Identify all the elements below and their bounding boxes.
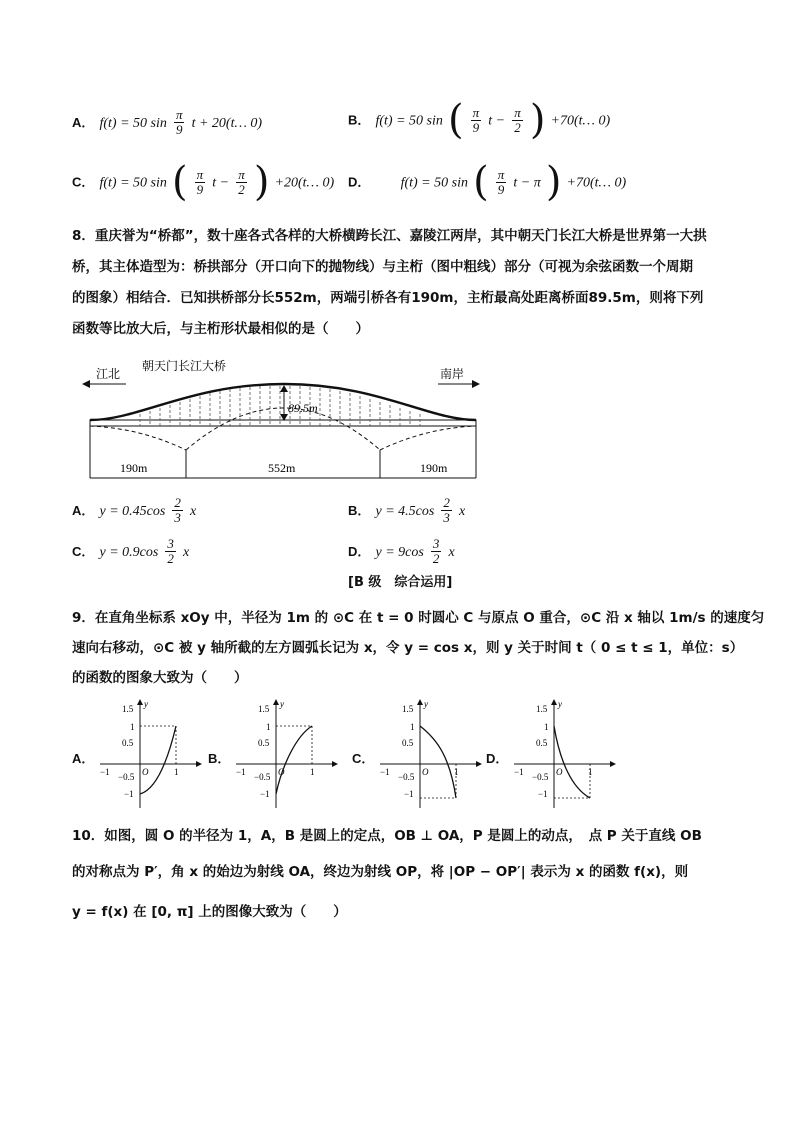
option-tail: +70(t… 0) bbox=[566, 175, 627, 191]
bank-label-right: 南岸 bbox=[440, 367, 465, 381]
y-axis-label: y bbox=[424, 699, 428, 709]
tick-neg-1: −1 bbox=[260, 789, 270, 799]
fraction bbox=[236, 168, 247, 197]
tick-0-5: 0.5 bbox=[122, 738, 134, 748]
tick-0-5: 0.5 bbox=[536, 738, 548, 748]
y-axis-label: y bbox=[144, 699, 148, 709]
option-expr: f(t) = 50 sin bbox=[375, 113, 443, 129]
option-var: x bbox=[190, 504, 197, 519]
q7-option-c bbox=[72, 159, 335, 205]
tick-x-neg-1: −1 bbox=[514, 767, 524, 777]
tick-neg-1: −1 bbox=[124, 789, 134, 799]
option-tail: +20(t… 0) bbox=[274, 175, 335, 191]
denominator: 9 bbox=[175, 122, 183, 137]
denominator: 3 bbox=[443, 510, 450, 525]
tick-neg-1: −1 bbox=[404, 789, 414, 799]
tick-x-1: 1 bbox=[454, 767, 459, 777]
tick-1-5: 1.5 bbox=[258, 704, 270, 714]
side-arch-left bbox=[90, 426, 186, 450]
tick-neg-0-5: −0.5 bbox=[398, 772, 415, 782]
paren: ) bbox=[545, 159, 562, 205]
numerator: π bbox=[196, 166, 204, 182]
q10-line-3: y = f(x) 在 [0, π] 上的图像大致为（ ） bbox=[72, 904, 347, 920]
tick-0-5: 0.5 bbox=[402, 738, 414, 748]
bridge-figure bbox=[80, 354, 490, 484]
option-label: C． bbox=[72, 174, 95, 190]
q7-option-d bbox=[348, 159, 627, 205]
option-var: x bbox=[459, 504, 466, 519]
numerator: 3 bbox=[167, 536, 174, 551]
q9-graph-b bbox=[230, 696, 340, 812]
denominator: 9 bbox=[196, 181, 204, 197]
arrow-right-icon bbox=[438, 380, 480, 388]
denominator: 9 bbox=[497, 181, 505, 197]
fraction bbox=[441, 496, 452, 525]
origin-label: O bbox=[556, 767, 563, 777]
y-axis-label: y bbox=[558, 699, 562, 709]
tick-1: 1 bbox=[130, 722, 135, 732]
q8-line-4: 函数等比放大后，与主桁形状最相似的是（ ） bbox=[72, 321, 369, 337]
tick-0-5: 0.5 bbox=[258, 738, 270, 748]
q9-graph-d bbox=[508, 696, 618, 812]
option-tail: +70(t… 0) bbox=[550, 113, 611, 129]
q9-graph-label-b: B． bbox=[208, 751, 231, 766]
q8-line-1: 8．重庆誉为“桥都”，数十座各式各样的大桥横跨长江、嘉陵江两岸，其中朝天门长江大桥是世界第一大拱 bbox=[72, 228, 707, 244]
option-label: B． bbox=[348, 112, 371, 128]
origin-label: O bbox=[278, 767, 285, 777]
denominator: 2 bbox=[238, 181, 245, 197]
numerator: π bbox=[238, 166, 245, 182]
q9-line-1: 9．在直角坐标系 xOy 中，半径为 1m 的 ⊙C 在 t = 0 时圆心 C 与原点 O 重合，⊙C 沿 x 轴以 1m/s 的速度匀 bbox=[72, 610, 765, 626]
numerator: 2 bbox=[443, 495, 450, 510]
option-expr: y = 0.45cos bbox=[99, 504, 166, 519]
numerator: π bbox=[497, 166, 505, 182]
segment-label-right: 190m bbox=[420, 461, 448, 475]
numerator: π bbox=[514, 104, 521, 120]
fraction bbox=[195, 168, 206, 197]
tick-1: 1 bbox=[266, 722, 271, 732]
option-expr: y = 9cos bbox=[375, 545, 424, 560]
tick-x-neg-1: −1 bbox=[380, 767, 390, 777]
tick-x-1: 1 bbox=[588, 767, 593, 777]
paren: ( bbox=[473, 159, 489, 205]
q9-graph-label-c: C． bbox=[352, 751, 375, 766]
option-var: x bbox=[183, 545, 190, 560]
section-heading: [B 级 综合运用] bbox=[348, 575, 453, 590]
q9-graph-label-d: D． bbox=[486, 751, 509, 766]
option-label: A． bbox=[72, 115, 95, 130]
q10-line-2: 的对称点为 P′，角 x 的始边为射线 OA，终边为射线 OP，将 |OP − OP′| 表示为 x 的函数 f(x)，则 bbox=[72, 864, 689, 880]
q8-option-d bbox=[348, 537, 455, 566]
tick-neg-1: −1 bbox=[538, 789, 548, 799]
bank-label-left: 江北 bbox=[96, 367, 121, 381]
fraction bbox=[512, 106, 523, 135]
q9-line-3: 的函数的图象大致为（ ） bbox=[72, 670, 248, 686]
numerator: 3 bbox=[432, 536, 440, 551]
q9-line-2: 速向右移动，⊙C 被 y 轴所截的左方圆弧长记为 x，令 y = cos x，则 y 关于时间 t（ 0 ≤ t ≤ 1，单位：s） bbox=[72, 640, 744, 656]
option-expr: y = 4.5cos bbox=[375, 504, 435, 519]
fraction bbox=[471, 106, 482, 135]
tick-neg-0-5: −0.5 bbox=[254, 772, 271, 782]
side-arch-right bbox=[380, 426, 476, 450]
option-mid: t − bbox=[488, 113, 506, 129]
segment-label-left: 190m bbox=[120, 461, 148, 475]
q8-line-3: 的图象）相结合．已知拱桥部分长552m，两端引桥各有190m，主桁最高处距离桥面89.5m，则将下列 bbox=[72, 290, 704, 306]
tick-1: 1 bbox=[410, 722, 415, 732]
tick-x-neg-1: −1 bbox=[100, 767, 110, 777]
option-var: x bbox=[448, 545, 455, 560]
option-label: A． bbox=[72, 503, 95, 518]
fraction bbox=[172, 496, 183, 525]
tick-1: 1 bbox=[544, 722, 549, 732]
y-axis-label: y bbox=[280, 699, 284, 709]
fraction bbox=[431, 537, 442, 566]
tick-neg-0-5: −0.5 bbox=[532, 772, 549, 782]
origin-label: O bbox=[422, 767, 429, 777]
denominator: 2 bbox=[167, 551, 174, 566]
option-expr: f(t) = 50 sin bbox=[99, 175, 167, 191]
option-expr: y = 0.9cos bbox=[99, 545, 159, 560]
tick-x-1: 1 bbox=[174, 767, 179, 777]
denominator: 3 bbox=[174, 510, 181, 525]
tick-1-5: 1.5 bbox=[536, 704, 548, 714]
option-expr: f(t) = 50 sin bbox=[99, 116, 167, 131]
q9-graph-label-a: A． bbox=[72, 751, 95, 766]
paren: ) bbox=[529, 97, 546, 143]
denominator: 9 bbox=[472, 119, 480, 135]
bridge-deck bbox=[90, 420, 476, 426]
tick-x-neg-1: −1 bbox=[236, 767, 246, 777]
fraction bbox=[496, 168, 507, 197]
option-mid: t − bbox=[212, 175, 230, 191]
q8-option-a bbox=[72, 496, 196, 525]
q10-line-1: 10．如图，圆 O 的半径为 1，A，B 是圆上的定点，OB ⊥ OA，P 是圆上的动点， 点 P 关于直线 OB bbox=[72, 828, 702, 844]
paren: ( bbox=[171, 159, 188, 205]
q9-graph-c bbox=[374, 696, 484, 812]
numerator: π bbox=[472, 104, 480, 120]
q8-line-2: 桥，其主体造型为：桥拱部分（开口向下的抛物线）与主桁（图中粗线）部分（可视为余弦函数一个周期 bbox=[72, 259, 693, 275]
q7-option-a bbox=[72, 108, 262, 137]
tick-1-5: 1.5 bbox=[122, 704, 134, 714]
option-label: D． bbox=[348, 174, 371, 190]
fraction bbox=[165, 537, 176, 566]
segment-label-mid: 552m bbox=[268, 461, 296, 475]
q8-option-b bbox=[348, 496, 465, 525]
option-label: D． bbox=[348, 544, 371, 559]
option-mid: t − π bbox=[513, 175, 541, 191]
origin-label: O bbox=[142, 767, 149, 777]
tick-x-1: 1 bbox=[310, 767, 315, 777]
paren: ( bbox=[447, 97, 464, 143]
option-label: B． bbox=[348, 503, 371, 518]
q9-graph-a bbox=[94, 696, 204, 812]
denominator: 2 bbox=[432, 551, 440, 566]
q8-option-c bbox=[72, 537, 189, 566]
option-label: C． bbox=[72, 544, 95, 559]
option-expr: f(t) = 50 sin bbox=[400, 175, 468, 191]
q7-option-b bbox=[348, 97, 611, 143]
numerator: 2 bbox=[174, 495, 181, 510]
option-tail: t + 20(t… 0) bbox=[191, 116, 263, 131]
fraction bbox=[174, 108, 185, 137]
tick-1-5: 1.5 bbox=[402, 704, 414, 714]
paren: ) bbox=[253, 159, 270, 205]
numerator: π bbox=[175, 107, 183, 122]
bridge-title: 朝天门长江大桥 bbox=[142, 359, 227, 373]
arrow-left-icon bbox=[82, 380, 126, 388]
denominator: 2 bbox=[514, 119, 521, 135]
height-label: 89.5m bbox=[288, 401, 318, 415]
tick-neg-0-5: −0.5 bbox=[118, 772, 135, 782]
